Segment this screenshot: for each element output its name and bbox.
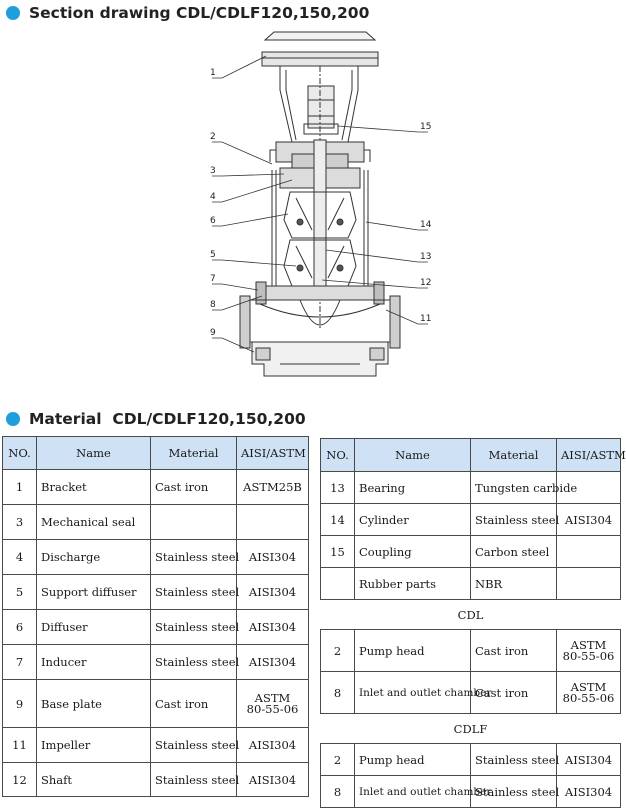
- cell-material: Stainless steel: [151, 575, 237, 610]
- cell-material: Tungsten carbide: [471, 472, 557, 504]
- header-no: NO.: [321, 439, 355, 472]
- callout-label: 5: [210, 250, 216, 260]
- section-drawing-title: Section drawing CDL/CDLF120,150,200: [29, 4, 370, 22]
- cell-name: Bracket: [37, 470, 151, 505]
- bullet-icon: [6, 6, 20, 20]
- cell-no: 6: [3, 610, 37, 645]
- cell-no: 11: [3, 728, 37, 763]
- table-row: [3, 610, 309, 645]
- cell-no: 3: [3, 505, 37, 540]
- table-row: [321, 776, 621, 808]
- callout-label: 8: [210, 300, 216, 310]
- aisi-line: 80-55-06: [562, 690, 615, 705]
- callout-label: 6: [210, 216, 216, 226]
- table-row: [321, 536, 621, 568]
- cell-material: [151, 505, 237, 540]
- callout-label: 12: [420, 278, 432, 288]
- table-row: [3, 505, 309, 540]
- callout-label: 11: [420, 314, 432, 324]
- table-row: [3, 540, 309, 575]
- cell-aisi: [557, 568, 621, 600]
- cell-aisi: AISI304: [237, 575, 309, 610]
- section-row-cdlf: [321, 714, 621, 744]
- cell-no: 5: [3, 575, 37, 610]
- table-row: [3, 470, 309, 505]
- cell-name: Inlet and outlet chamber: [355, 776, 471, 808]
- table-row: [321, 672, 621, 714]
- cell-no: 1: [3, 470, 37, 505]
- header-aisi: AISI/ASTM: [237, 437, 309, 470]
- section-label-cdl: CDL: [321, 600, 621, 630]
- callout-label: 13: [420, 252, 432, 262]
- table-row: [321, 744, 621, 776]
- table-row: [3, 575, 309, 610]
- table-row: [3, 728, 309, 763]
- section-label-cdlf: CDLF: [321, 714, 621, 744]
- cell-aisi: AISI304: [237, 645, 309, 680]
- cell-name: Coupling: [355, 536, 471, 568]
- cell-no: 15: [321, 536, 355, 568]
- section-drawing-heading: [6, 2, 369, 24]
- cell-aisi: ASTM25B: [237, 470, 309, 505]
- cell-aisi: [557, 536, 621, 568]
- material-table-left: [2, 436, 309, 797]
- cell-no: 14: [321, 504, 355, 536]
- cell-aisi: AISI304: [557, 744, 621, 776]
- cell-material: Cast iron: [471, 630, 557, 672]
- table-header-row: [321, 439, 621, 472]
- cell-aisi: [237, 505, 309, 540]
- cell-name: Cylinder: [355, 504, 471, 536]
- table-row: [321, 568, 621, 600]
- table-row: [3, 645, 309, 680]
- header-material: Material: [151, 437, 237, 470]
- cell-name: Mechanical seal: [37, 505, 151, 540]
- cell-material: Stainless steel: [151, 610, 237, 645]
- cell-name: Shaft: [37, 763, 151, 797]
- cell-aisi: AISI304: [237, 540, 309, 575]
- cell-material: Stainless steel: [151, 728, 237, 763]
- cell-material: Stainless steel: [151, 645, 237, 680]
- cell-name: Impeller: [37, 728, 151, 763]
- table-row: [321, 630, 621, 672]
- cell-name: Inducer: [37, 645, 151, 680]
- callout-label: 2: [210, 132, 216, 142]
- cell-aisi: [557, 672, 621, 714]
- cell-no: 8: [321, 672, 355, 714]
- bullet-icon: [6, 412, 20, 426]
- aisi-line: ASTM: [570, 679, 607, 694]
- table-row: [321, 504, 621, 536]
- aisi-line: ASTM: [254, 690, 291, 705]
- cell-material: Cast iron: [151, 680, 237, 728]
- cell-aisi: AISI304: [557, 504, 621, 536]
- material-heading: [6, 408, 306, 430]
- cell-name: Pump head: [355, 630, 471, 672]
- cell-name: Support diffuser: [37, 575, 151, 610]
- cell-no: 7: [3, 645, 37, 680]
- cell-no: 9: [3, 680, 37, 728]
- callout-label: 14: [420, 220, 432, 230]
- header-material: Material: [471, 439, 557, 472]
- material-table-right: [320, 438, 626, 808]
- cell-no: 4: [3, 540, 37, 575]
- cell-no: 2: [321, 630, 355, 672]
- callout-label: 9: [210, 328, 216, 338]
- cell-no: 12: [3, 763, 37, 797]
- cell-material: Stainless steel: [471, 744, 557, 776]
- header-no: NO.: [3, 437, 37, 470]
- cell-no: 8: [321, 776, 355, 808]
- cell-material: Stainless steel: [471, 504, 557, 536]
- cell-no: 13: [321, 472, 355, 504]
- cell-material: Cast iron: [471, 672, 557, 714]
- material-title: Material CDL/CDLF120,150,200: [29, 410, 306, 428]
- cell-aisi: AISI304: [237, 610, 309, 645]
- cell-material: Carbon steel: [471, 536, 557, 568]
- cell-name: Inlet and outlet chamber: [355, 672, 471, 714]
- cell-aisi: AISI304: [237, 763, 309, 797]
- cell-no: [321, 568, 355, 600]
- cell-material: NBR: [471, 568, 557, 600]
- header-name: Name: [37, 437, 151, 470]
- cell-name: Diffuser: [37, 610, 151, 645]
- aisi-line: 80-55-06: [246, 701, 299, 716]
- section-row-cdl: [321, 600, 621, 630]
- table-row: [321, 472, 621, 504]
- cell-name: Discharge: [37, 540, 151, 575]
- cell-aisi: AISI304: [237, 728, 309, 763]
- cell-name: Bearing: [355, 472, 471, 504]
- callout-label: 15: [420, 122, 432, 132]
- cell-no: 2: [321, 744, 355, 776]
- header-aisi: AISI/ASTM: [557, 439, 621, 472]
- cell-name: Base plate: [37, 680, 151, 728]
- table-header-row: [3, 437, 309, 470]
- table-row: [3, 680, 309, 728]
- pump-section-drawing: [200, 30, 440, 390]
- table-row: [3, 763, 309, 797]
- aisi-line: 80-55-06: [562, 648, 615, 663]
- cell-name: Rubber parts: [355, 568, 471, 600]
- header-name: Name: [355, 439, 471, 472]
- cell-material: Stainless steel: [471, 776, 557, 808]
- cell-material: Stainless steel: [151, 763, 237, 797]
- callout-label: 7: [210, 274, 216, 284]
- cell-aisi: [237, 680, 309, 728]
- callout-label: 1: [210, 68, 216, 78]
- callout-label: 3: [210, 166, 216, 176]
- aisi-line: ASTM: [570, 637, 607, 652]
- cell-material: Stainless steel: [151, 540, 237, 575]
- cell-aisi: [557, 630, 621, 672]
- cell-material: Cast iron: [151, 470, 237, 505]
- cell-name: Pump head: [355, 744, 471, 776]
- callout-label: 4: [210, 192, 216, 202]
- cell-aisi: AISI304: [557, 776, 621, 808]
